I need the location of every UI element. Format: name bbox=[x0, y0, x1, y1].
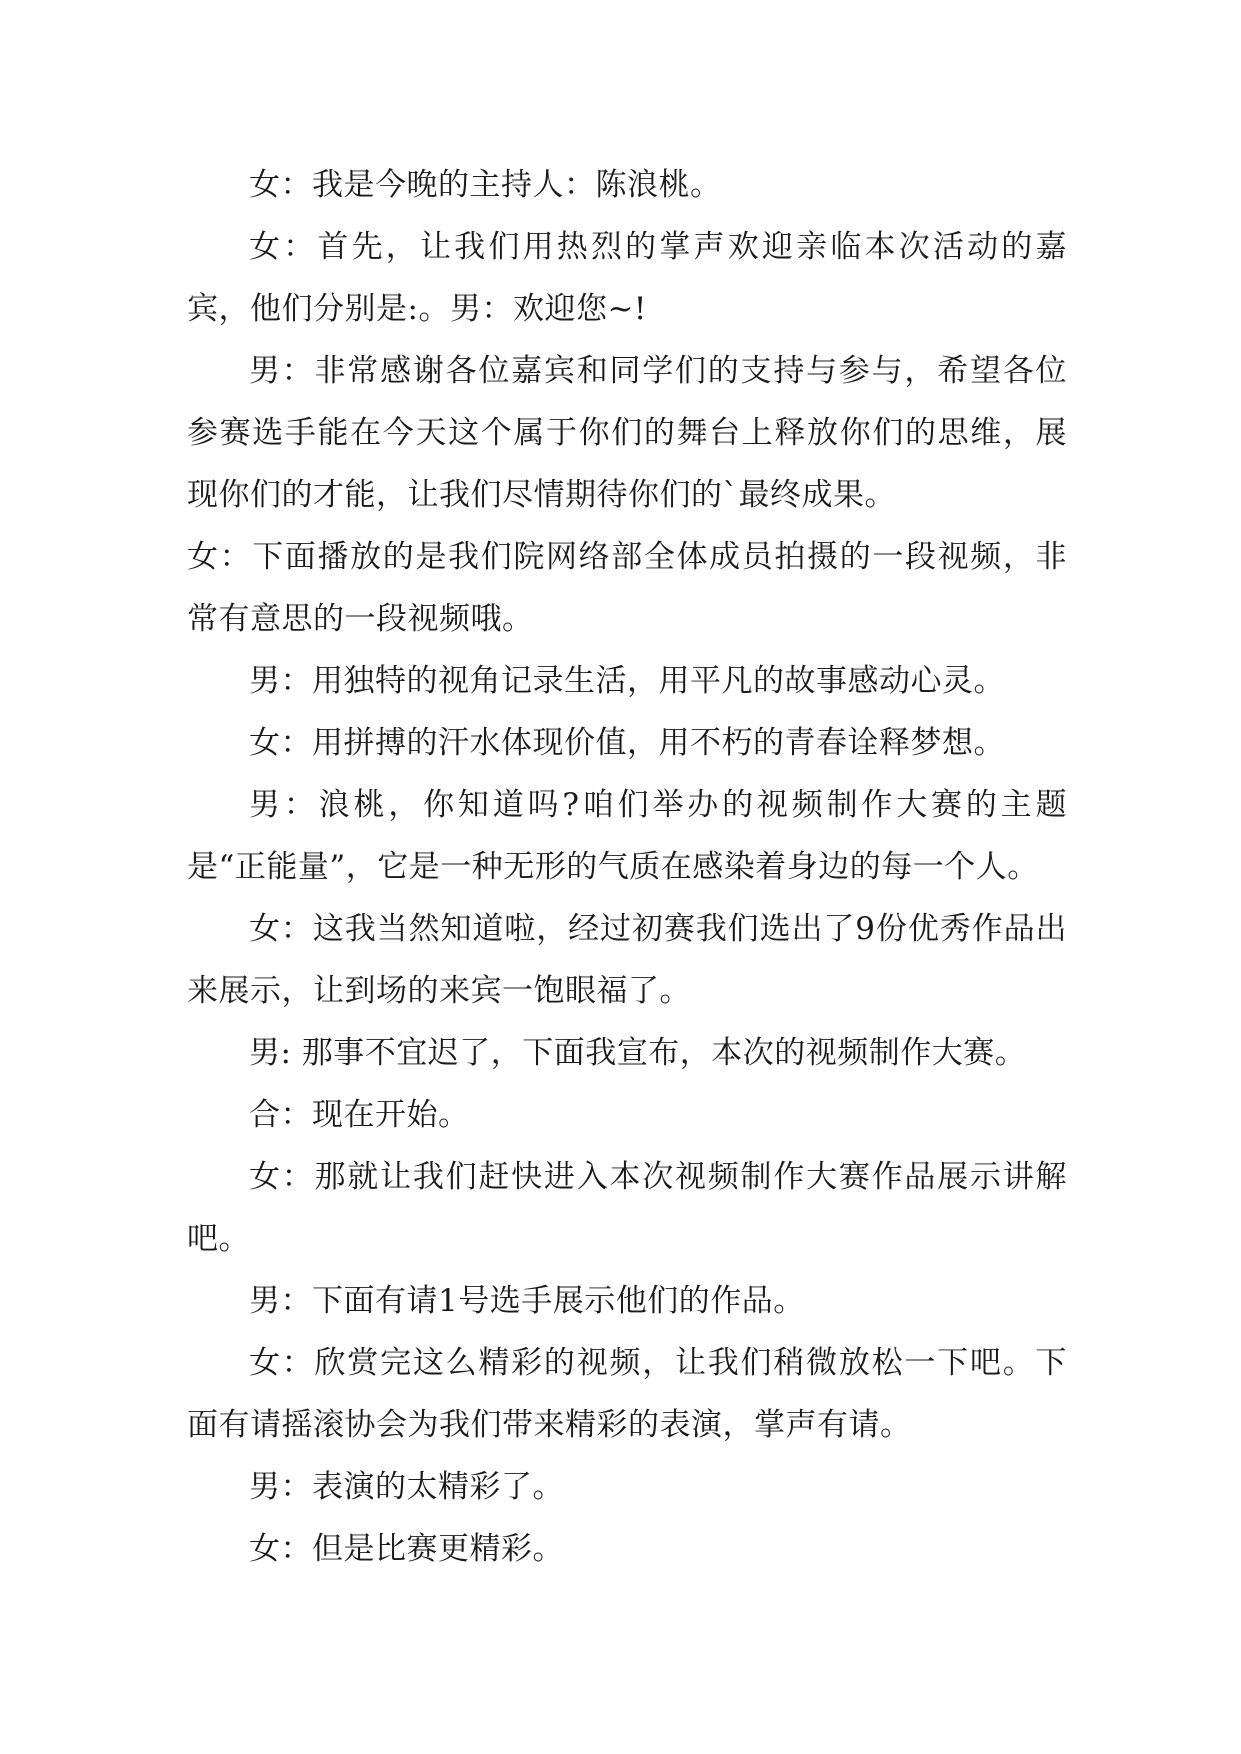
paragraph-6: 女：用拼搏的汗水体现价值，用不朽的青春诠释梦想。 bbox=[249, 725, 1005, 761]
paragraph-9: 男: 那事不宜迟了，下面我宣布，本次的视频制作大赛。 bbox=[249, 1035, 1027, 1071]
document-body bbox=[187, 154, 1067, 1580]
paragraph-1: 女：我是今晚的主持人：陈浪桃。 bbox=[249, 167, 722, 203]
paragraph-13: 女：欣赏完这么精彩的视频，让我们稍微放松一下吧。下面有请摇滚协会为我们带来精彩的表演，掌声有请。 bbox=[187, 1345, 1067, 1443]
paragraph-15: 女：但是比赛更精彩。 bbox=[249, 1531, 564, 1567]
paragraph-8: 女：这我当然知道啦，经过初赛我们选出了9份优秀作品出来展示，让到场的来宾一饱眼福了。 bbox=[187, 911, 1067, 1009]
paragraph-3: 男：非常感谢各位嘉宾和同学们的支持与参与，希望各位参赛选手能在今天这个属于你们的舞台上释放你们的思维，展现你们的才能，让我们尽情期待你们的`最终成果。 bbox=[187, 353, 1067, 513]
paragraph-2: 女：首先，让我们用热烈的掌声欢迎亲临本次活动的嘉宾，他们分别是:。男：欢迎您~! bbox=[187, 229, 1067, 327]
paragraph-12: 男：下面有请1号选手展示他们的作品。 bbox=[249, 1283, 805, 1319]
paragraph-5: 男：用独特的视角记录生活，用平凡的故事感动心灵。 bbox=[249, 663, 1005, 699]
paragraph-11: 女：那就让我们赶快进入本次视频制作大赛作品展示讲解吧。 bbox=[187, 1159, 1067, 1257]
paragraph-7: 男：浪桃，你知道吗?咱们举办的视频制作大赛的主题是“正能量”，它是一种无形的气质在感染着身边的每一个人。 bbox=[187, 787, 1067, 885]
paragraph-10: 合：现在开始。 bbox=[249, 1097, 470, 1133]
paragraph-4: 女：下面播放的是我们院网络部全体成员拍摄的一段视频，非常有意思的一段视频哦。 bbox=[187, 539, 1067, 637]
paragraph-14: 男：表演的太精彩了。 bbox=[249, 1469, 564, 1505]
